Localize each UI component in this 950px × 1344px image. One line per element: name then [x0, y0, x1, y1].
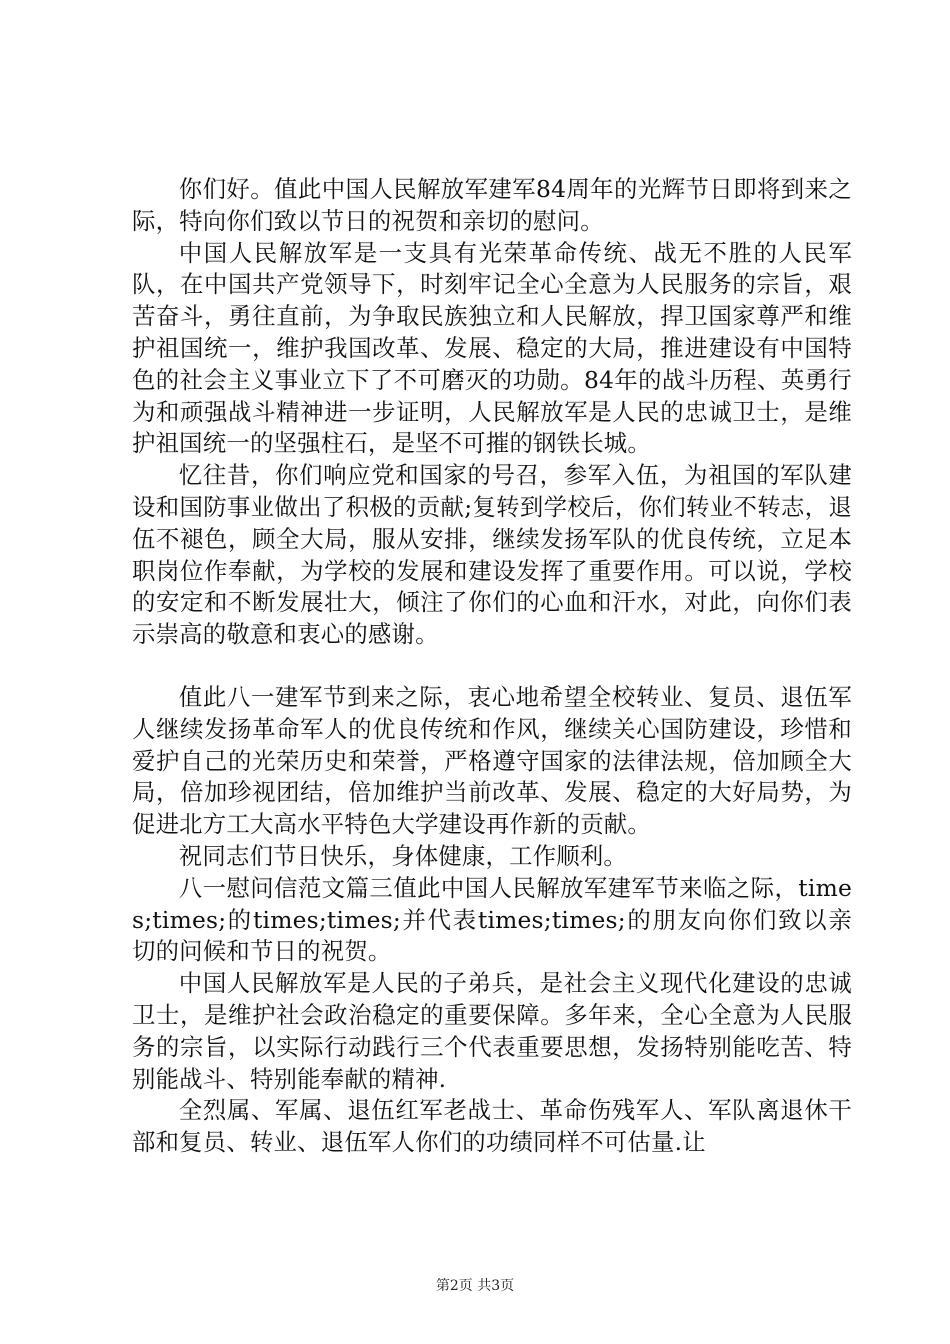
paragraph-families: 全烈属、军属、退伍红军老战士、革命伤残军人、军队离退休干部和复员、转业、退伍军人你们的功绩同样不可估量.让: [132, 1096, 852, 1157]
paragraph-greeting: 你们好。值此中国人民解放军建军84周年的光辉节日即将到来之际，特向你们致以节日的祝贺和亲切的慰问。: [132, 175, 852, 235]
paragraph-hopes: 值此八一建军节到来之际，衷心地希望全校转业、复员、退伍军人继续发扬革命军人的优良传统和作风，继续关心国防建设，珍惜和爱护自己的光荣历史和荣誉，严格遵守国家的法律法规，倍加顾全大局，倍加珍视团结，倍加维护当前改革、发展、稳定的大好局势，为促进北方工大高水平特色大学建设再作新的贡献。: [132, 682, 852, 839]
paragraph-pla-history: 中国人民解放军是一支具有光荣革命传统、战无不胜的人民军队，在中国共产党领导下，时刻牢记全心全意为人民服务的宗旨，艰苦奋斗，勇往直前，为争取民族独立和人民解放，捍卫国家尊严和维护祖国统一，维护我国改革、发展、稳定的大局，推进建设有中国特色的社会主义事业立下了不可磨灭的功勋。84年的战斗历程、英勇行为和顽强战斗精神进一步证明，人民解放军是人民的忠诚卫士，是维护祖国统一的坚强柱石，是坚不可摧的钢铁长城。: [132, 238, 852, 458]
page-number-footer: 第2页 共3页: [435, 1278, 515, 1294]
document-body: [132, 174, 852, 1159]
paragraph-recollection: 忆往昔，你们响应党和国家的号召，参军入伍，为祖国的军队建设和国防事业做出了积极的贡献;复转到学校后，你们转业不转志，退伍不褪色，顾全大局，服从安排，继续发扬军队的优良传统，立足本职岗位作奉献，为学校的发展和建设发挥了重要作用。可以说，学校的安定和不断发展壮大，倾注了你们的心血和汗水，对此，向你们表示崇高的敬意和衷心的感谢。: [132, 461, 852, 649]
paragraph-sample-three: 八一慰问信范文篇三值此中国人民解放军建军节来临之际，times;times;的times;times;并代表times;times;的朋友向你们致以亲切的问候和节日的祝贺。: [132, 873, 852, 966]
paragraph-soldiers: 中国人民解放军是人民的子弟兵，是社会主义现代化建设的忠诚卫士，是维护社会政治稳定的重要保障。多年来，全心全意为人民服务的宗旨，以实际行动践行三个代表重要思想，发扬特别能吃苦、特别能战斗、特别能奉献的精神.: [132, 969, 852, 1093]
paragraph-wishes: 祝同志们节日快乐，身体健康，工作顺利。: [178, 841, 628, 870]
